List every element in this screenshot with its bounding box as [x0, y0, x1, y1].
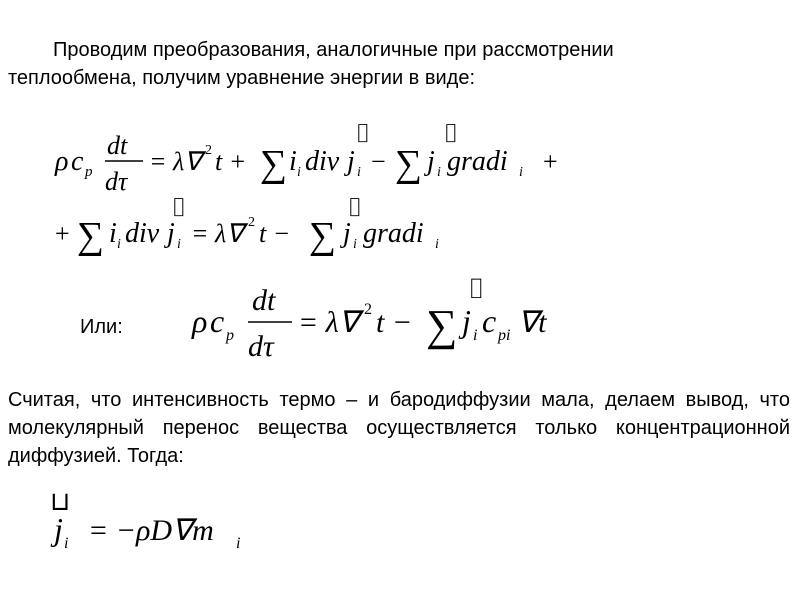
square-exponent: 2 — [248, 215, 255, 230]
i-subscript: i — [117, 237, 121, 252]
vector-mark-2: ⌷ — [347, 193, 363, 222]
j-symbol-1: j — [167, 218, 175, 249]
c-subscript: p — [85, 164, 93, 180]
intro-paragraph — [8, 36, 790, 92]
or-label: Или: — [80, 316, 123, 338]
nabla-t: ∇t — [518, 306, 547, 339]
div-operator: div — [305, 146, 340, 177]
sum-sign-2: ∑ — [309, 215, 337, 257]
j-symbol: j — [54, 511, 63, 547]
m-subscript: i — [236, 535, 241, 552]
vector-mark: ⊔ — [50, 487, 71, 516]
plus-continuation: + — [543, 147, 558, 176]
conclusion-paragraph: Считая, что интенсивность термо – и бародиффузии мала, делаем вывод, что молекулярный перенос вещества осуществляется только концентрационной диффузией. Тогда: — [8, 389, 790, 467]
vector-mark: ⌷ — [468, 274, 485, 305]
intro-line-2: теплообмена, получим уравнение энергии в виде: — [8, 67, 476, 89]
fraction-denominator: dτ — [105, 167, 128, 196]
c-symbol: c — [210, 303, 225, 339]
sum-sign-2: ∑ — [395, 143, 423, 185]
c-symbol: c — [71, 146, 84, 177]
sum-sign-1: ∑ — [77, 215, 105, 257]
j-subscript: i — [64, 535, 69, 552]
j-subscript-1: i — [357, 165, 361, 180]
rhs-lambda-nabla: = λ∇ — [149, 147, 202, 176]
rho-symbol: ρ — [55, 146, 69, 177]
grad-operator: gradi — [447, 146, 508, 177]
j-subscript-2: i — [353, 237, 357, 252]
square-exponent: 2 — [364, 301, 372, 318]
j-symbol: j — [462, 303, 471, 339]
j-symbol-1: j — [347, 146, 355, 177]
t-minus: t − — [259, 219, 291, 248]
div-operator: div — [125, 218, 160, 249]
minus-sign: − — [371, 147, 386, 176]
j-subscript: i — [473, 327, 478, 344]
grad-operator: gradi — [363, 218, 424, 249]
energy-equation-simplified — [192, 272, 572, 372]
rho-symbol: ρ — [192, 303, 208, 339]
energy-equation-line-2 — [55, 192, 475, 262]
t-minus: t − — [376, 306, 413, 339]
energy-equation-simplified-svg — [192, 272, 572, 372]
i-subscript: i — [297, 165, 301, 180]
energy-equation-line-1-svg — [55, 118, 595, 198]
t-plus: t + — [215, 147, 247, 176]
diffusion-flux-equation-svg — [48, 488, 288, 558]
c-subscript: p — [226, 327, 234, 344]
sum-sign: ∑ — [426, 301, 458, 350]
vector-mark-2: ⌷ — [443, 119, 459, 148]
sum-sign-1: ∑ — [260, 143, 288, 185]
vector-mark-1: ⌷ — [171, 193, 187, 222]
c-subscript-2: pi — [498, 327, 511, 344]
j-subscript-2: i — [437, 165, 441, 180]
j-symbol-2: j — [427, 146, 435, 177]
energy-equation-line-2-svg — [55, 192, 475, 262]
intro-line-1: Проводим преобразования, аналогичные при рассмотрении — [53, 39, 614, 61]
square-exponent: 2 — [205, 143, 212, 158]
fraction-denominator: dτ — [248, 330, 274, 363]
i-symbol: i — [289, 146, 297, 177]
j-subscript-1: i — [177, 237, 181, 252]
grad-subscript: i — [519, 165, 523, 180]
fraction-numerator: dt — [252, 284, 276, 317]
c-symbol-2: c — [482, 303, 497, 339]
i-symbol: i — [109, 218, 117, 249]
diffusion-flux-equation — [48, 488, 288, 558]
rhs-lambda-nabla: = λ∇ — [191, 219, 244, 248]
j-symbol-2: j — [343, 218, 351, 249]
rhs-expression: = −ρD∇m — [88, 514, 214, 547]
rhs-lambda-nabla: = λ∇ — [298, 306, 359, 339]
energy-equation-line-1 — [55, 118, 595, 198]
leading-plus: + — [55, 219, 70, 248]
vector-mark-1: ⌷ — [355, 119, 371, 148]
fraction-numerator: dt — [107, 131, 128, 160]
grad-subscript: i — [435, 237, 439, 252]
